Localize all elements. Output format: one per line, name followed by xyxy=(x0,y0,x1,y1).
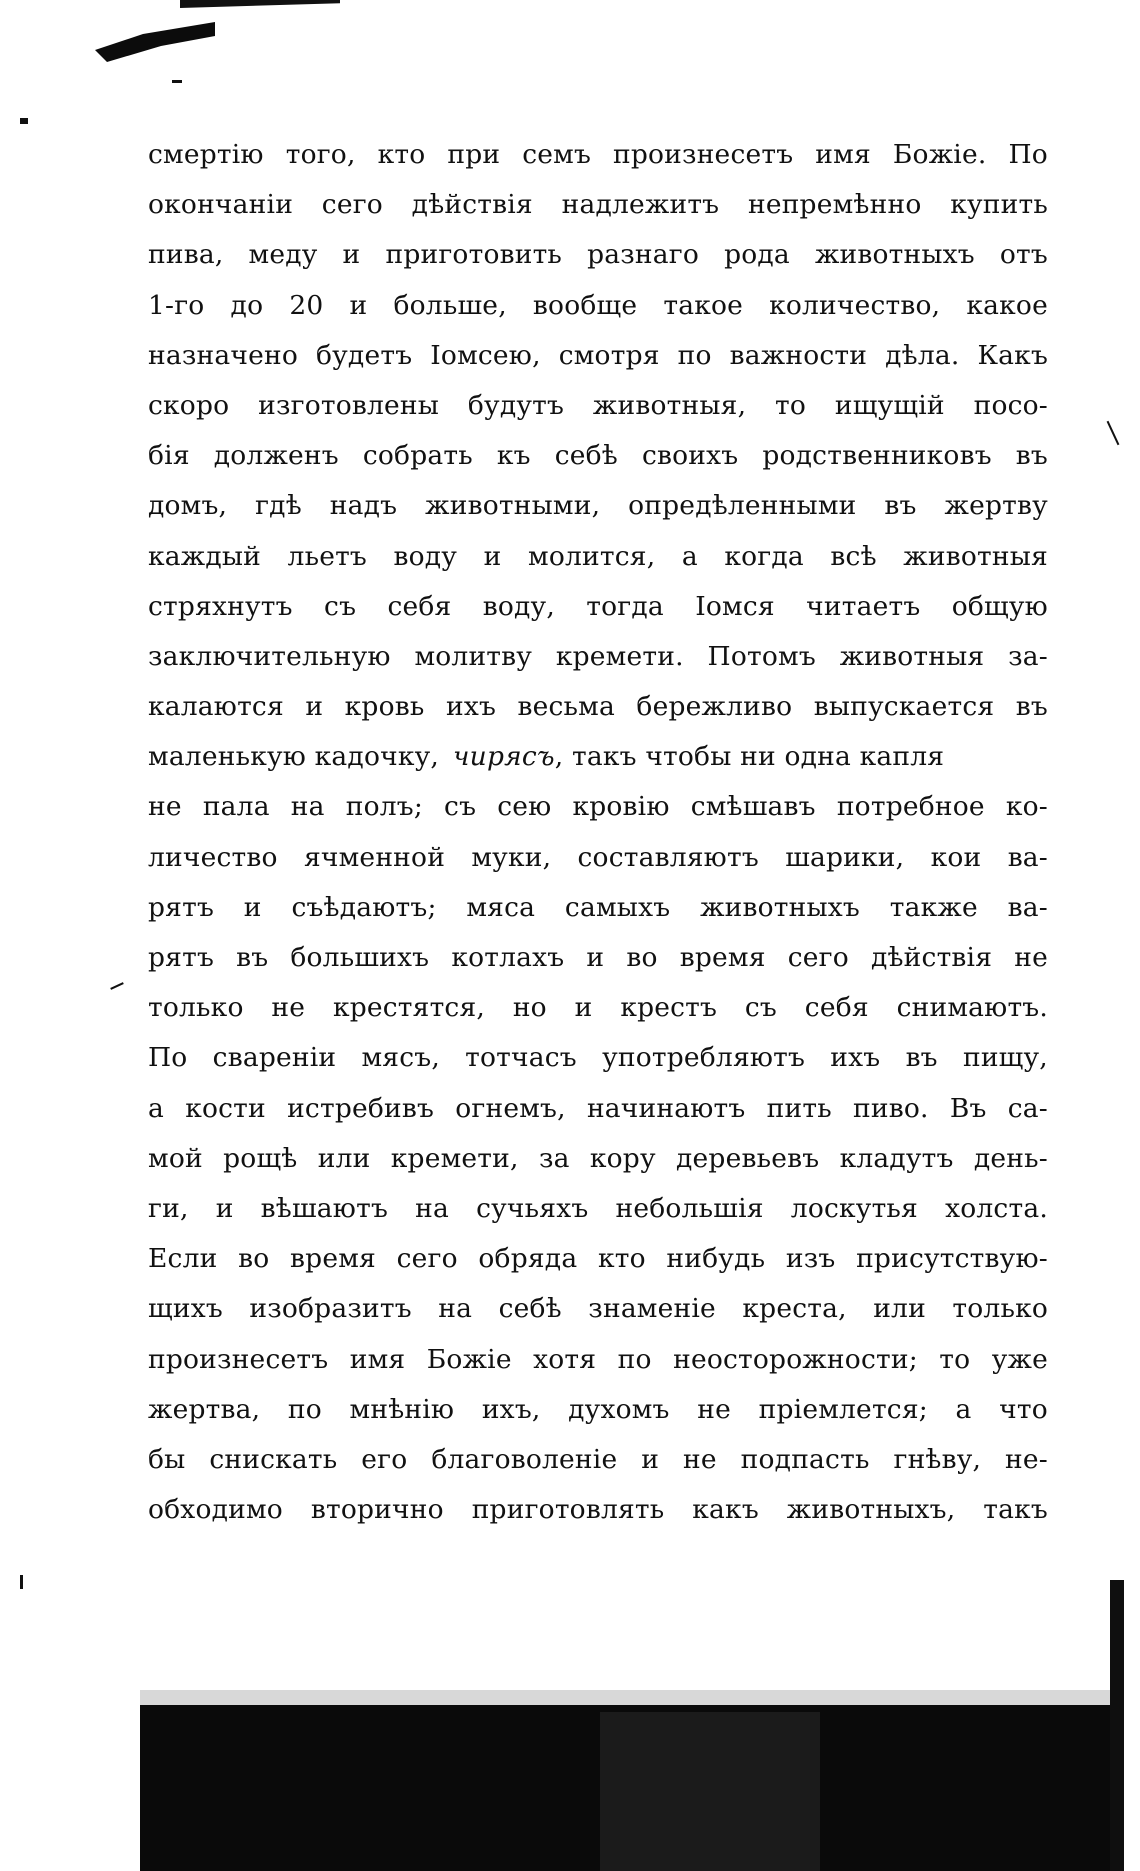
text-line xyxy=(148,1284,1048,1334)
word: а xyxy=(955,1393,972,1425)
word: каждый xyxy=(148,540,262,572)
word: хотя xyxy=(533,1343,597,1375)
word: огнемъ, xyxy=(455,1092,566,1124)
word: себѣ xyxy=(498,1293,562,1325)
text-line xyxy=(148,782,1048,832)
word: будетъ xyxy=(315,339,413,371)
text-line xyxy=(148,582,1048,632)
word: Потомъ xyxy=(707,640,816,672)
word: ги, xyxy=(148,1192,189,1224)
text-line xyxy=(148,682,1048,732)
word: по xyxy=(287,1393,322,1425)
text-line xyxy=(148,180,1048,230)
word: калаются xyxy=(148,691,284,723)
word: вторично xyxy=(310,1494,444,1526)
text-line xyxy=(148,381,1048,431)
word: ихъ xyxy=(445,691,497,723)
word: кости xyxy=(185,1092,266,1124)
word: день- xyxy=(973,1142,1048,1174)
word: меду xyxy=(248,239,318,271)
word: потребное xyxy=(836,791,985,823)
word: ва- xyxy=(1007,891,1048,923)
word: истребивъ xyxy=(287,1092,435,1124)
word: кровію xyxy=(572,791,670,823)
word: домъ, xyxy=(148,490,228,522)
word: во xyxy=(238,1243,270,1275)
word: са- xyxy=(1007,1092,1048,1124)
word: Въ xyxy=(949,1092,987,1124)
word: крестятся, xyxy=(332,992,486,1024)
word: а xyxy=(148,1092,164,1124)
text-line xyxy=(148,1485,1048,1535)
word: Какъ xyxy=(977,339,1048,371)
word: себя xyxy=(804,992,869,1024)
word: смѣшавъ xyxy=(690,791,816,823)
word: кровь xyxy=(344,691,425,723)
word: только xyxy=(952,1293,1048,1325)
word: окончаніи xyxy=(148,189,294,221)
word: подпасть xyxy=(740,1443,870,1475)
word: Іомсею, xyxy=(430,339,541,371)
word: изъ xyxy=(785,1243,836,1275)
text-line xyxy=(148,1385,1048,1435)
word: себѣ xyxy=(554,440,618,472)
word: такое xyxy=(663,289,743,321)
word: на xyxy=(438,1293,473,1325)
word: время xyxy=(679,942,766,973)
word: лоскутья xyxy=(790,1192,918,1224)
word: составляютъ xyxy=(577,841,759,873)
scan-artifact-top xyxy=(180,0,340,8)
scan-bottom-shade xyxy=(600,1712,820,1871)
word: 1-го xyxy=(148,289,205,321)
word: смотря xyxy=(558,339,660,371)
word: мнѣнію xyxy=(349,1393,455,1425)
word: или xyxy=(873,1293,926,1325)
word: деревьевъ xyxy=(676,1142,820,1174)
text-line xyxy=(148,130,1048,180)
word: дѣйствія xyxy=(411,189,533,221)
text-line xyxy=(148,431,1048,481)
text-line xyxy=(148,632,1048,682)
word: животныхъ xyxy=(814,239,975,271)
word: шарики, xyxy=(785,841,905,873)
word: и xyxy=(305,691,324,723)
word: больше, xyxy=(393,289,507,321)
word: снискать xyxy=(209,1443,338,1475)
word: ихъ xyxy=(830,1042,881,1074)
word: какое xyxy=(966,289,1048,321)
word: читаетъ xyxy=(806,590,921,622)
word: животныя xyxy=(903,540,1048,572)
word: когда xyxy=(724,540,804,572)
word: кору xyxy=(589,1142,656,1174)
word: по xyxy=(677,339,712,371)
word: не xyxy=(683,1443,717,1475)
word: и xyxy=(574,992,593,1024)
word: По xyxy=(148,1042,188,1074)
word: за- xyxy=(1008,640,1048,672)
word: самыхъ xyxy=(564,891,671,923)
word: воду xyxy=(393,540,458,572)
word: жертва, xyxy=(148,1393,261,1425)
word: общую xyxy=(951,590,1048,622)
word: крестъ xyxy=(620,992,718,1024)
word: то xyxy=(939,1343,971,1375)
word: Божіе xyxy=(426,1343,512,1375)
word: кладутъ xyxy=(839,1142,954,1174)
word: и xyxy=(483,540,502,572)
word: пріемлется; xyxy=(758,1393,928,1425)
word: щихъ xyxy=(148,1293,223,1325)
word: не- xyxy=(1005,1443,1048,1475)
word: не xyxy=(271,992,306,1024)
word: кто xyxy=(597,1243,646,1275)
word: присутствую- xyxy=(856,1243,1048,1275)
word: кои xyxy=(930,841,982,873)
scan-mark xyxy=(1107,421,1120,445)
word: за xyxy=(538,1142,570,1174)
word: тогда xyxy=(586,590,664,622)
word: дѣйствія xyxy=(870,942,993,973)
word: на xyxy=(415,1192,449,1224)
word: кремети, xyxy=(390,1142,519,1174)
text-line xyxy=(148,1435,1048,1485)
text-line xyxy=(148,1084,1048,1134)
word: бія xyxy=(148,440,190,472)
word: произнесетъ xyxy=(148,1343,329,1375)
word: рятъ xyxy=(148,891,215,923)
word: 20 xyxy=(289,289,324,321)
text-line xyxy=(148,1033,1048,1083)
word: его xyxy=(361,1443,408,1475)
italic-term: чирясъ xyxy=(453,741,555,773)
word: мой xyxy=(148,1142,203,1174)
word: молится, xyxy=(528,540,656,572)
word: рощѣ xyxy=(223,1142,298,1174)
word: Іомся xyxy=(695,590,775,622)
word: а xyxy=(681,540,698,572)
word: свареніи xyxy=(212,1042,337,1074)
word: воду, xyxy=(482,590,555,622)
word: и xyxy=(641,1443,660,1475)
word: рода xyxy=(724,239,790,271)
text-line xyxy=(148,230,1048,280)
word: приготовлять xyxy=(471,1494,665,1526)
text-line xyxy=(148,1134,1048,1184)
word: личество xyxy=(148,841,278,873)
word: пива, xyxy=(148,239,224,271)
scan-mark xyxy=(20,118,28,124)
word: заключительную xyxy=(148,640,391,672)
word: гнѣву, xyxy=(893,1443,982,1475)
word: долженъ xyxy=(213,440,339,472)
word: на xyxy=(290,791,325,823)
word: животныя, xyxy=(592,389,747,421)
word: Если xyxy=(148,1243,218,1275)
word: при xyxy=(447,139,501,170)
word: только xyxy=(148,992,244,1024)
word: до xyxy=(230,289,264,321)
scan-mark xyxy=(110,982,124,990)
word: котлахъ xyxy=(451,942,565,973)
word: въ xyxy=(905,1042,938,1074)
word: отъ xyxy=(999,239,1048,271)
word: съѣдаютъ; xyxy=(291,891,437,923)
word: мяса xyxy=(466,891,536,923)
word: посо- xyxy=(973,389,1048,421)
word: начинаютъ xyxy=(586,1092,746,1124)
word: уже xyxy=(991,1343,1048,1375)
word: родственниковъ xyxy=(762,440,992,472)
word: вообще xyxy=(532,289,638,321)
word: что xyxy=(999,1393,1048,1425)
word: себя xyxy=(387,590,452,622)
word: своихъ xyxy=(641,440,739,472)
word: не xyxy=(697,1393,731,1425)
word: неосторожности; xyxy=(673,1343,918,1375)
text-line xyxy=(148,1335,1048,1385)
scan-right-edge xyxy=(1110,1580,1124,1871)
word: ко- xyxy=(1005,791,1048,823)
word: ихъ, xyxy=(481,1393,541,1425)
word: молитву xyxy=(414,640,533,672)
text-line xyxy=(148,331,1048,381)
word: будутъ xyxy=(467,389,565,421)
word: рятъ xyxy=(148,942,215,973)
scan-smudge xyxy=(95,22,215,62)
text-line xyxy=(148,833,1048,883)
word: обходимо xyxy=(148,1494,283,1526)
word: по xyxy=(617,1343,652,1375)
text-line xyxy=(148,883,1048,933)
word: такъ xyxy=(983,1494,1048,1526)
word: бы xyxy=(148,1443,186,1475)
word: Божіе. xyxy=(892,139,987,170)
word: снимаютъ. xyxy=(896,992,1048,1024)
word: полъ; xyxy=(345,791,423,823)
word: въ xyxy=(1015,691,1048,723)
word: тотчасъ xyxy=(465,1042,577,1074)
word: семъ xyxy=(522,139,592,170)
word: какъ xyxy=(692,1494,759,1526)
word: то xyxy=(775,389,807,421)
word: въ xyxy=(884,490,917,522)
word: сучьяхъ xyxy=(476,1192,589,1224)
word: съ xyxy=(324,590,357,622)
word: приготовить xyxy=(385,239,563,271)
word: пала xyxy=(202,791,270,823)
word: и xyxy=(243,891,262,923)
word: употребляютъ xyxy=(602,1042,806,1074)
word: выпускается xyxy=(813,691,995,723)
word: скоро xyxy=(148,389,230,421)
word: животныя xyxy=(839,640,985,672)
word: знаменіе xyxy=(588,1293,716,1325)
text-line xyxy=(148,933,1048,983)
word: въ xyxy=(1015,440,1048,472)
word: опредѣленными xyxy=(628,490,857,522)
word: всѣ xyxy=(830,540,877,572)
word: сего xyxy=(396,1243,458,1275)
word: льетъ xyxy=(287,540,367,572)
word: пищу, xyxy=(962,1042,1048,1074)
word: По xyxy=(1008,139,1048,170)
word: духомъ xyxy=(568,1393,670,1425)
scan-mark xyxy=(20,1575,23,1589)
word: нибудь xyxy=(666,1243,766,1275)
word: благоволеніе xyxy=(431,1443,618,1475)
word: животныхъ xyxy=(700,891,860,923)
word: креста, xyxy=(742,1293,847,1325)
word: ячменной xyxy=(303,841,446,873)
text-line xyxy=(148,532,1048,582)
word: смертію xyxy=(148,139,264,170)
word: кто xyxy=(377,139,426,170)
word: весьма xyxy=(517,691,615,723)
word: ва- xyxy=(1007,841,1048,873)
word: съ xyxy=(744,992,777,1024)
word: того, xyxy=(285,139,356,170)
text-line xyxy=(148,1184,1048,1234)
word: небольшія xyxy=(615,1192,764,1224)
word: надлежитъ xyxy=(561,189,720,221)
word: или xyxy=(317,1142,371,1174)
word: изобразитъ xyxy=(249,1293,412,1325)
word: вѣшаютъ xyxy=(260,1192,388,1224)
word: собрать xyxy=(362,440,473,472)
word: не xyxy=(1014,942,1048,973)
word: муки, xyxy=(471,841,552,873)
text-line xyxy=(148,281,1048,331)
word: и xyxy=(586,942,605,973)
text-line xyxy=(148,983,1048,1033)
word: пиво. xyxy=(853,1092,929,1124)
word: въ xyxy=(236,942,269,973)
word: стряхнутъ xyxy=(148,590,293,622)
word: важности xyxy=(729,339,868,371)
word: сего xyxy=(787,942,849,973)
word: сею xyxy=(497,791,552,823)
word: дѣла. xyxy=(885,339,960,371)
word: съ xyxy=(444,791,477,823)
word: имя xyxy=(349,1343,406,1375)
word: непремѣнно xyxy=(747,189,922,221)
word: кремети. xyxy=(555,640,684,672)
word: гдѣ xyxy=(255,490,302,522)
word: во xyxy=(626,942,658,973)
word: животными, xyxy=(425,490,601,522)
word: надъ xyxy=(329,490,398,522)
text-line: маленькую кадочку, чирясъ , такъ чтобы ни одна капля xyxy=(148,732,1048,782)
body-text xyxy=(148,130,1048,1535)
text-line xyxy=(148,481,1048,531)
word: пить xyxy=(766,1092,832,1124)
word: купить xyxy=(950,189,1048,221)
word: также xyxy=(889,891,978,923)
word: и xyxy=(349,289,368,321)
word: произнесетъ xyxy=(613,139,794,170)
word: имя xyxy=(815,139,871,170)
word: разнаго xyxy=(587,239,700,271)
word: обряда xyxy=(478,1243,578,1275)
word: но xyxy=(512,992,547,1024)
word: жертву xyxy=(944,490,1048,522)
word: холста. xyxy=(945,1192,1048,1224)
word: не xyxy=(148,791,182,823)
word: ищущій xyxy=(834,389,945,421)
word: бережливо xyxy=(636,691,793,723)
word: изготовлены xyxy=(258,389,440,421)
word: назначено xyxy=(148,339,298,371)
word: мясъ, xyxy=(361,1042,440,1074)
word: время xyxy=(290,1243,376,1275)
word: къ xyxy=(496,440,531,472)
word: и xyxy=(215,1192,234,1224)
word: сего xyxy=(321,189,383,221)
word: животныхъ, xyxy=(786,1494,956,1526)
word: большихъ xyxy=(290,942,430,973)
text-line xyxy=(148,1234,1048,1284)
scan-mark xyxy=(172,80,182,83)
word: количество, xyxy=(769,289,941,321)
word: и xyxy=(342,239,361,271)
